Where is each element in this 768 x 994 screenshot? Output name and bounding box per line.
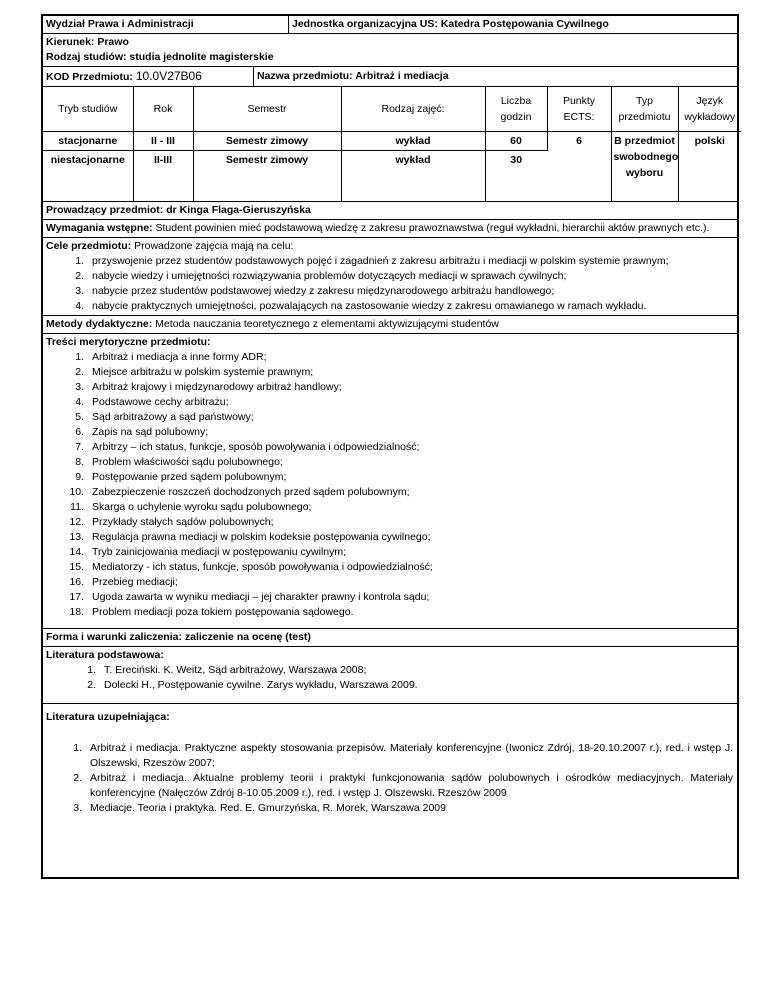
list-item: 17. Ugoda zawarta w wyniku mediacji – jej charakter prawny i kontrola sądu;: [69, 591, 430, 603]
list-item: 9. Postępowanie przed sądem polubownym;: [75, 471, 287, 483]
row-mode: niestacjonarne: [43, 151, 133, 202]
literature-basic-label: Literatura podstawowa:: [46, 649, 164, 661]
course-name: Nazwa przedmiotu: Arbitraż i mediacja: [257, 70, 449, 82]
header-year: Rok: [133, 87, 193, 132]
syllabus-document: [41, 14, 739, 879]
goals-list: [46, 254, 733, 314]
header-language: Język wykładowy: [678, 87, 741, 132]
methods-text: Metoda nauczania teoretycznego z elementami aktywizującymi studentów: [155, 318, 499, 330]
assessment: Forma i warunki zaliczenia: zaliczenie na ocenę (test): [43, 629, 737, 647]
list-item: 7. Arbitrzy – ich status, funkcje, sposób powoływania i odpowiedzialność;: [75, 441, 420, 453]
row-semester: Semestr zimowy: [193, 151, 341, 202]
unit: Jednostka organizacyjna US: Katedra Postępowania Cywilnego: [292, 18, 609, 30]
goals-intro: Prowadzone zajęcia mają na celu:: [134, 240, 294, 252]
header-ects: Punkty ECTS:: [547, 87, 611, 132]
list-item: 1. T. Ereciński. K. Weitz, Sąd arbitrażowy, Warszawa 2008;: [87, 664, 367, 676]
row-class-type: wykład: [341, 132, 485, 151]
list-item: 3. Arbitraż krajowy i międzynarodowy arbitraż handlowy;: [75, 381, 342, 393]
requirements-label: Wymagania wstępne:: [46, 222, 153, 234]
literature-extra-label: Literatura uzupełniająca:: [46, 711, 170, 723]
schedule-table: [43, 87, 741, 201]
course-code: [43, 67, 254, 86]
requirements: [43, 220, 737, 238]
language: polski: [694, 135, 725, 147]
list-item: 15. Mediatorzy - ich status, funkcje, sposób powoływania i odpowiedzialność;: [69, 561, 433, 573]
table-row: [43, 132, 741, 151]
direction: Kierunek: Prawo: [46, 36, 129, 48]
content-label: Treści merytoryczne przedmiotu:: [46, 336, 211, 348]
list-item: 6. Zapis na sąd polubowny;: [75, 426, 209, 438]
row-mode: stacjonarne: [43, 132, 133, 151]
list-item: 12. Przykłady stałych sądów polubownych;: [69, 516, 274, 528]
row-hours: 30: [510, 154, 523, 166]
content-list: [46, 350, 734, 620]
header-semester: Semestr: [193, 87, 341, 132]
row-year: II - III: [133, 132, 193, 151]
list-item: 4. nabycie praktycznych umiejętności, pozwalających na zastosowanie wiedzy z zakresu omawianego w ramach wykładu.: [75, 300, 647, 312]
code-label: KOD Przedmiotu:: [46, 71, 133, 83]
study-type: Rodzaj studiów: studia jednolite magisterskie: [46, 51, 274, 63]
literature-basic-list: [46, 663, 734, 693]
row-year: II-III: [133, 151, 193, 202]
table-header-row: [43, 87, 741, 132]
list-item: 2. Miejsce arbitrażu w polskim systemie prawnym;: [75, 366, 314, 378]
code-value: 10.0V27B06: [135, 69, 202, 83]
list-item: 14. Tryb zainicjowania mediacji w postępowaniu cywilnym;: [69, 546, 347, 558]
list-item: 2. nabycie wiedzy i umiejętności rozwiązywania problemów dotyczących mediacji w sprawach cywilnych;: [75, 270, 567, 282]
code-row: [43, 67, 737, 87]
methods: [43, 316, 737, 334]
header-hours: Liczba godzin: [485, 87, 547, 132]
goals-section: [43, 238, 737, 316]
methods-label: Metody dydaktyczne:: [46, 318, 153, 330]
lecturer: Prowadzący przedmiot: dr Kinga Flaga-Gieruszyńska: [43, 201, 737, 220]
ects-value: 6: [547, 132, 611, 202]
direction-block: [43, 34, 737, 67]
list-item: 2. Arbitraż i mediacja. Aktualne problemy teorii i praktyki funkcjonowania sądów polubownych i ośrodków mediacyjnych. Materiały konferencyjne (Nałęczów Zdrój 8-10.05.2009 r.), red. i wstęp J. Olszewski. Rzeszów 2009: [73, 772, 733, 799]
list-item: 11. Skarga o uchylenie wyroku sądu polubownego;: [70, 501, 312, 513]
list-item: 3. Mediacje. Teoria i praktyka. Red. E. Gmurzyńska, R. Morek, Warszawa 2009: [73, 802, 446, 814]
faculty: Wydział Prawa i Administracji: [43, 16, 289, 33]
course-type: B przedmiot swobodnego wyboru: [611, 132, 678, 202]
header-mode: Tryb studiów: [43, 87, 133, 132]
list-item: 4. Podstawowe cechy arbitrażu;: [75, 396, 229, 408]
header-class-type: Rodzaj zajęć:: [341, 87, 485, 132]
requirements-text: Student powinien mieć podstawową wiedzę z zakresu prawoznawstwa (reguł wykładni, hierarchii aktów prawnych etc.).: [155, 222, 710, 234]
list-item: 2. Dolecki H., Postępowanie cywilne. Zarys wykładu, Warszawa 2009.: [87, 679, 418, 691]
list-item: 8. Problem właściwości sądu polubownego;: [75, 456, 283, 468]
list-item: 16. Przebieg mediacji;: [69, 576, 178, 588]
list-item: 13. Regulacja prawna mediacji w polskim kodeksie postępowania cywilnego;: [69, 531, 431, 543]
content-section: [43, 334, 737, 629]
header-row: [43, 16, 737, 34]
list-item: 5. Sąd arbitrażowy a sąd państwowy;: [75, 411, 254, 423]
list-item: 18. Problem mediacji poza tokiem postępowania sądowego.: [69, 606, 354, 618]
row-class-type: wykład: [341, 151, 485, 202]
list-item: 1. Arbitraż i mediacja. Praktyczne aspekty stosowania przepisów. Materiały konferencyjne (Iwonicz Zdrój, 18-20.10.2007 r.), red. i wstęp J. Olszewski, Rzeszów 2007;: [73, 742, 733, 769]
literature-extra-list: [46, 741, 733, 816]
list-item: 1. Arbitraż i mediacja a inne formy ADR;: [75, 351, 267, 363]
row-semester: Semestr zimowy: [193, 132, 341, 151]
literature-extra-section: [43, 704, 737, 816]
list-item: 10. Zabezpieczenie roszczeń dochodzonych przed sądem polubownym;: [69, 486, 410, 498]
goals-label: Cele przedmiotu:: [46, 240, 132, 252]
row-hours: 60: [485, 132, 547, 151]
header-type: Typ przedmiotu: [611, 87, 678, 132]
literature-basic-section: [43, 647, 737, 704]
list-item: 3. nabycie przez studentów podstawowej wiedzy z zakresu międzynarodowego arbitrażu handlowego;: [75, 285, 555, 297]
list-item: 1. przyswojenie przez studentów podstawowych pojęć i zagadnień z zakresu arbitrażu i mediacji w polskim systemie prawnym;: [75, 255, 669, 267]
